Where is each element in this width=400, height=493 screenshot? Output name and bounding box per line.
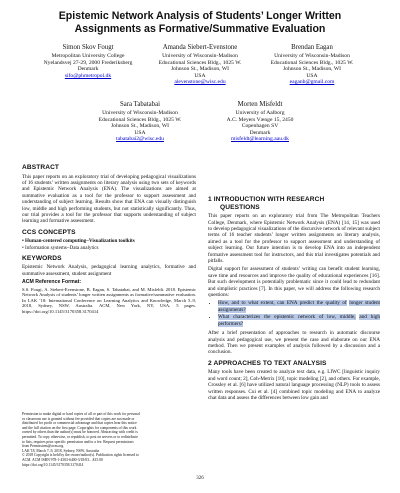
permission-line: Permission to make digital or hard copies of all or part of this work for personal [22,412,140,416]
ccs-heading: CCS CONCEPTS [22,228,76,236]
abstract-text: This paper reports on an exploratory trial of developing pedagogical visualizations of 16 students’ written assignments on literary analysis using two sets of keywords and Epistemic Network Analysis (ENA). The visualizations are aimed at summative evaluation as a tool for the professor to support assessment and understanding of subject learning. Results show that ENA can visually distinguish low, middle and high performing students, but not statistically significantly. Thus, our trial provides a tool for the professor that supports understanding of subject learning and formative assessment. [22,173,196,225]
author-name: Simon Skov Fougt [62,44,114,51]
author-address: Johnson St., Madison, WI [170,66,229,73]
author-block [252,44,372,86]
author-email-link[interactable]: misfeldt@learning.aau.dk [231,136,289,143]
author-email-link[interactable]: eaganb@gmail.com [289,79,335,86]
permission-line: distributed for profit or commercial advantage and that copies bear this notice [22,421,137,426]
author-email-link[interactable]: sifo@phmetropol.dk [64,72,112,79]
acm-reference-text: S.S. Fougt, A. Siebert-Evenstone, B. Eagan, S. Tabatabai, and M. Misfeldt. 2018. Epistemic Network Analysis of students’ longer written assignments as formative/summative evaluation. In LAK ’18: International Conference on Learning Analytics and Knowledge, March 5–9, 2018, Sydney, NSW, Australia. ACM, New York, NY, USA, 5 pages. https://doi.org/10.1145/3170358.3170414 [22,286,196,315]
research-question-2: • What characterizes the epistemic network of low, middle, and high performers? [218,314,380,327]
ccs-item: • Human-centered computing~Visualization toolkits [22,238,135,245]
author-block [28,44,148,79]
keywords-text: Epistemic Network Analysis, pedagogical learning analytics, formative and summative assessment, student assignment [22,264,196,277]
ccs-item: • Information systems~Data analytics [22,244,99,251]
ccs-list [22,238,196,250]
author-country: USA [306,72,318,79]
author-email-link[interactable]: alevenstone@wisc.edu [174,79,226,86]
research-questions-list [208,300,380,327]
section-2-paragraph: Many tools have been created to analyze text data, e.g. LIWC [linguistic inquiry and word count; 2], Coh-Metrix [10], topic modeling [2], and others. For example, Crossley et al. [6] have utilized natural language processing (NLP) tools to assess written responses. Cui et al. [4] combined topic modeling and ENA to analyze chat data and assess the differences between low gain and [208,369,380,401]
permission-line: from Permissions@acm.org. [22,444,65,449]
author-block [200,101,320,143]
right-column [208,196,380,403]
author-block [80,101,200,143]
author-block [140,44,260,86]
section-1-paragraph: This paper reports on an exploratory trial from The Metropolitan Teachers College, Denmark, where Epistemic Network Analysis (ENA) [14, 15] was used to develop pedagogical visualizations of the discursive network of relevant subject terms of 16 teacher students’ longer written assignments on literary analysis, aimed as a tool for the professor to support assessment and understanding of subject learning. Our future intention is to develop ENA into an independent formative assessment tool for instructors, and this trial investigates potentials and pitfalls. [208,213,380,265]
permission-line: owned by others than the author(s) must be honored. Abstracting with credit is [22,430,138,435]
author-email-link[interactable]: tabatabai2@wisc.edu [116,136,164,143]
title-line-1: Epistemic Network Analysis of Students’ Longer Written [58,10,342,22]
section-1-heading: 1 INTRODUCTION WITH RESEARCH QUESTIONS [208,196,325,211]
section-1-paragraph: After a brief presentation of approaches to research in automatic discourse analysis and pedagogical use, we present the case and elaborate on our ENA method. Then we present examples of analysis followed by a discussion and a conclusion. [208,330,380,356]
author-country: Denmark [249,129,271,136]
permission-line: © 2018 Copyright is held by the owner/author(s). Publication rights licensed to [22,453,139,458]
author-country: USA [134,129,146,136]
keywords-heading: KEYWORDS [22,254,62,262]
author-affiliation: University of Wisconsin-Madison [274,53,350,59]
permission-line: and the full citation on the first page. Copyrights for components of this work [22,425,137,430]
author-address: A.C. Meyers Vænge 15, 2450 [226,116,294,123]
permission-line: permitted. To copy otherwise, or republish, to post on servers or to redistribute [22,434,138,439]
acm-reference-heading: ACM Reference Format: [22,279,82,286]
author-name: Sara Tabatabai [120,101,160,108]
author-affiliation: University of Wisconsin-Madison [102,110,178,116]
author-name: Morten Misfeldt [237,101,283,108]
permission-line: or classroom use is granted without fee provided that copies are not made or [22,416,135,421]
permission-line: ACM. ACM ISBN 978-1-4503-6400-3/18/03…$15.00 [22,457,103,462]
author-address: Johnson St., Madison, WI [110,123,169,130]
section-2-heading: 2 APPROACHES TO TEXT ANALYSIS [208,359,327,367]
author-address: Copenhagen SV [241,123,279,130]
research-question-1: • How, and to what extent, can ENA predict the quality of longer student assignments? [218,300,380,313]
author-address: Johnson St., Madison, WI [282,66,341,73]
author-address: Nyelandsvej 27-29, 2000 Frederiksberg [43,59,133,66]
title-line-2: Assignments as Formative/Summative Evaluation [74,22,326,35]
author-address: Educational Sciences Bldg., 1025 W. [270,59,354,66]
paper-title [20,10,380,35]
author-address: Educational Sciences Bldg., 1025 W. [98,116,182,123]
abstract-heading: ABSTRACT [22,164,60,171]
doi-link[interactable]: https://doi.org/10.1145/3170358.3170414 [22,462,84,467]
author-affiliation: University of Aalborg [235,110,285,116]
permission-notice [22,412,196,467]
author-affiliation: Metropolitan University College [51,53,125,59]
author-affiliation: University of Wisconsin-Madison [162,53,238,59]
author-address: Educational Sciences Bldg., 1025 W. [158,59,242,66]
author-country: Denmark [77,66,99,73]
permission-line: to lists, requires prior specific permission and/or a fee. Request permissions [22,439,134,444]
author-name: Brendan Eagan [291,44,333,51]
author-name: Amanda Siebert-Evenstone [162,44,238,51]
left-column [22,160,196,317]
permission-line: LAK’18, March 7–9, 2018, Sydney, NSW, Australia [22,448,100,453]
author-country: USA [194,72,206,79]
page-number: 326 [196,476,204,481]
section-1-paragraph: Digital support for assessment of students’ writing can benefit student learning, save time and resources and improve the quality of educational experiences [16]. But such development is potentially problematic since it could lead to redundant and simplistic practices [7]. In this paper, we will address the following research questions: [208,266,380,299]
